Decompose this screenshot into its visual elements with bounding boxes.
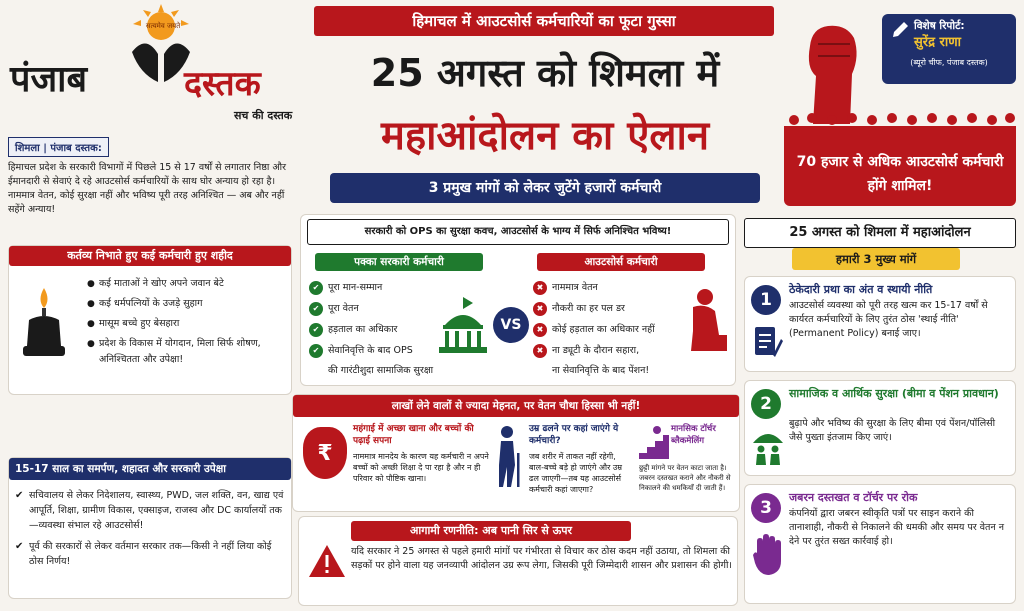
strategy-box <box>298 516 738 606</box>
salary-c3-title: मानसिक टॉर्चर ब्लैकमेलिंग <box>671 424 716 446</box>
logo-left: पंजाब <box>10 59 88 100</box>
years-box <box>8 457 292 599</box>
banner-line1: 25 अगस्त को शिमला में <box>370 51 720 95</box>
martyr-item: ● मासूम बच्चे हुए बेसहारा <box>87 316 287 332</box>
demand-number: 1 <box>751 285 781 315</box>
logo <box>8 4 298 134</box>
warning-icon <box>307 543 347 579</box>
martyr-title: कर्तव्य निभाते हुए कई कर्मचारी हुए शहीद <box>9 246 291 266</box>
years-title: 15-17 साल का समर्पण, शहादत और सरकारी उपेक्षा <box>9 458 291 480</box>
banner-line2: महाआंदोलन का ऐलान <box>380 113 710 159</box>
right-item: ✖ नौकरी का हर पल डर <box>533 298 655 319</box>
crowd-icon <box>784 110 1016 146</box>
demand-body: कंपनियों द्वारा जबरन स्वीकृति पत्रों पर साइन कराने की तानाशाही, नौकरी से निकालने की धमकी और समय पर वेतन न देने पर तुरंत सख्त कार्रवाई हो। <box>789 508 1005 547</box>
salary-c1-title: महंगाई में अच्छा खाना और बच्चों की पढ़ाई सपना <box>353 424 474 446</box>
salary-c3-body: छुट्टी मांगने पर वेतन काटा जाता है। जबरन दस्तखत कराने और नौकरी से निकालने की धमकियाँ दी जाती हैं। <box>639 464 731 492</box>
salary-title: लाखों लेने वालों से ज्यादा मेहनत, पर वेतन चौथा हिस्सा भी नहीं! <box>293 395 739 417</box>
emblem-text: सत्यमेव जयते <box>145 22 181 30</box>
compare-left-list <box>309 277 413 361</box>
demand-card-2 <box>744 380 1016 476</box>
document-pen-icon <box>753 325 783 361</box>
rupee-bag-icon <box>303 427 347 479</box>
salary-box <box>292 394 740 512</box>
salary-col-1 <box>353 423 489 484</box>
stairs-icon <box>639 425 669 459</box>
left-item: ✔ सेवानिवृत्ति के बाद OPS <box>309 340 413 361</box>
government-building-icon <box>437 295 489 355</box>
martyr-list <box>87 276 287 372</box>
demand-title: जबरन दस्तखत व टॉर्चर पर रोक <box>789 491 918 504</box>
logo-right: दस्तक <box>184 64 261 104</box>
candle-icon <box>19 286 69 366</box>
sad-worker-icon <box>683 287 731 357</box>
left-item: ✔ पूरा वेतन <box>309 298 413 319</box>
intro-body: हिमाचल प्रदेश के सरकारी विभागों में पिछले 15 से 17 वर्षों से लगातार निष्ठा और ईमानदारी से सेवाएं दे रहे आउटसोर्स कर्मचारियों के साथ घोर अन्याय हो रहा है। नाममात्र वेतन, कोई सुरक्षा नहीं और भविष्य पूरी तरह अनिश्चित — अब और नहीं सहेंगे अन्याय! <box>8 162 287 215</box>
years-item: ✔ सचिवालय से लेकर निदेशालय, स्वास्थ्य, PWD, जल शक्ति, वन, खाद्य एवं आपूर्ति, शिक्षा, ग्रामीण विकास, एक्साइज, राजस्व और DC कार्यालयों तक—व्यवस्था संभाल रहे आउटसोर्स! <box>15 488 285 533</box>
crowd-text: 70 हजार से अधिक आउटसोर्स कर्मचारी होंगे शामिल! <box>784 144 1016 206</box>
compare-right-title: आउटसोर्स कर्मचारी <box>537 253 705 271</box>
demand-title: ठेकेदारी प्रथा का अंत व स्थायी नीति <box>789 283 933 296</box>
martyr-item: ● प्रदेश के विकास में योगदान, मिला सिर्फ शोषण, अनिश्चितता और उपेक्षा! <box>87 336 287 368</box>
compare-title: सरकारी को OPS का सुरक्षा कवच, आउटसोर्स के भाग्य में सिर्फ अनिश्चित भविष्य! <box>307 219 729 245</box>
strategy-body: यदि सरकार ने 25 अगस्त से पहले हमारी मांगों पर गंभीरता से विचार कर ठोस कदम नहीं उठाया, तो शिमला की सड़कों पर होने वाला यह जनव्यापी आंदोलन उग्र रूप लेगा, जिसकी पूरी जिम्मेदारी शासन और प्रशासन की होगी। <box>351 546 733 571</box>
demand-card-3 <box>744 484 1016 604</box>
crowd-section <box>780 14 1016 210</box>
demand-number: 2 <box>751 389 781 419</box>
salary-c2-title: उम्र ढलने पर कहां जाएंगे ये कर्मचारी? <box>529 424 619 446</box>
salary-c2-body: जब शरीर में ताकत नहीं रहेगी, बाल-बच्चे बड़े हो जाएंगे और उम्र ढल जाएगी—तब यह आउटसोर्स कर्मचारी कहां जाएगा? <box>529 452 623 494</box>
years-item: ✔ पूर्व की सरकारों से लेकर वर्तमान सरकार तक—किसी ने नहीं लिया कोई ठोस निर्णय! <box>15 539 285 569</box>
elderly-person-icon <box>495 425 525 489</box>
compare-left-extra: की गारंटीशुदा सामाजिक सुरक्षा <box>328 365 434 376</box>
demand-body: आउटसोर्स व्यवस्था को पूरी तरह खत्म कर 15-17 वर्षों से कार्यरत कर्मचारियों के लिए तुरंत ठोस 'स्थाई नीति' (Permanent Policy) बनाई जाए। <box>789 300 988 339</box>
rupee-symbol: ₹ <box>317 441 333 466</box>
intro <box>8 136 292 217</box>
intro-dateline: शिमला | पंजाब दस्तक: <box>8 137 109 157</box>
demand-title: सामाजिक व आर्थिक सुरक्षा (बीमा व पेंशन प्रावधान) <box>789 387 999 400</box>
martyr-item: ● कई धर्मपत्नियों के उजड़े सुहाग <box>87 296 287 312</box>
strategy-title: आगामी रणनीति: अब पानी सिर से ऊपर <box>351 521 631 541</box>
stop-hand-icon <box>753 533 783 577</box>
vs-badge: VS <box>493 307 529 343</box>
demand-card-1 <box>744 276 1016 372</box>
compare-box <box>300 214 736 386</box>
demands-sub: हमारी 3 मुख्य मांगें <box>792 248 960 270</box>
demands-title: 25 अगस्त को शिमला में महाआंदोलन <box>744 218 1016 248</box>
compare-left-title: पक्का सरकारी कर्मचारी <box>315 253 483 271</box>
right-item: ✖ नाममात्र वेतन <box>533 277 655 298</box>
report-label: विशेष रिपोर्ट: <box>914 20 965 32</box>
report-name: सुरेंद्र राणा <box>914 35 961 50</box>
martyr-box <box>8 245 292 395</box>
left-item: ✔ हड़ताल का अधिकार <box>309 319 413 340</box>
right-item: ✖ ना ड्यूटी के दौरान सहारा, <box>533 340 655 361</box>
umbrella-family-icon <box>751 427 785 465</box>
salary-col-2 <box>529 423 633 495</box>
logo-tagline: सच की दस्तक <box>234 109 293 122</box>
years-list <box>9 480 291 583</box>
demand-body: बुढ़ापे और भविष्य की सुरक्षा के लिए बीमा एवं पेंशन/पॉलिसी जैसे पुख्ता इंतजाम किए जाएं। <box>789 418 996 443</box>
compare-right-extra: ना सेवानिवृत्ति के बाद पेंशन! <box>552 365 650 376</box>
demand-number: 3 <box>751 493 781 523</box>
banner-sub: 3 प्रमुख मांगों को लेकर जुटेंगे हजारों कर्मचारी <box>330 173 760 203</box>
left-item: ✔ पूरा मान-सम्मान <box>309 277 413 298</box>
salary-c1-body: नाममात्र मानदेय के कारण यह कर्मचारी न अपने बच्चों को अच्छी शिक्षा दे पा रहा है और न ही परिवार को पौष्टिक खाना। <box>353 452 489 483</box>
report-role: (ब्यूरो चीफ, पंजाब दस्तक) <box>910 58 988 67</box>
banner-top: हिमाचल में आउटसोर्स कर्मचारियों का फूटा गुस्सा <box>314 6 774 36</box>
martyr-item: ● कई माताओं ने खोए अपने जवान बेटे <box>87 276 287 292</box>
right-item: ✖ कोई हड़ताल का अधिकार नहीं <box>533 319 655 340</box>
compare-right-list <box>533 277 655 361</box>
